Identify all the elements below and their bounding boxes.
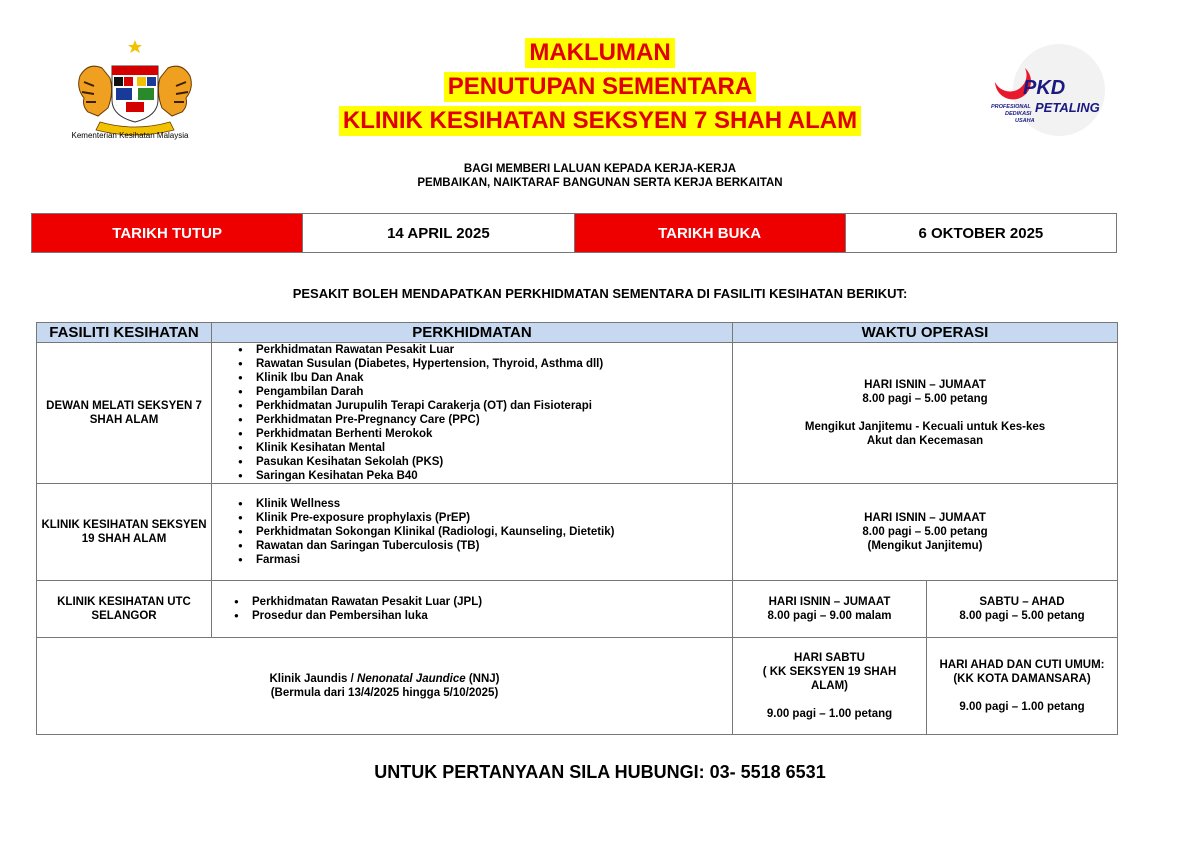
subtitle-line-2: PEMBAIKAN, NAIKTARAF BANGUNAN SERTA KERJA BERKAITAN [417,177,783,189]
header-hours: WAKTU OPERASI [733,323,1118,343]
hours-days: HARI ISNIN – JUMAAT [768,596,891,608]
dates-bar [31,213,1117,253]
list-item: ● Saringan Kesihatan Peka B40 [256,469,732,483]
header-services: PERKHIDMATAN [212,323,733,343]
hours-days: HARI SABTU [794,652,865,664]
hours-time: 8.00 pagi – 5.00 petang [862,526,988,538]
list-item: ● Perkhidmatan Jurupulih Terapi Carakerja (OT) dan Fisioterapi [256,399,732,413]
list-item: ● Farmasi [256,553,732,567]
weekend-hours-cell [927,581,1118,638]
svg-text:DEDIKASI: DEDIKASI [1005,111,1032,117]
svg-text:USAHA: USAHA [1015,118,1035,124]
svg-text:PETALING: PETALING [1035,100,1100,115]
list-item: ● Pasukan Kesihatan Sekolah (PKS) [256,455,732,469]
list-item: ● Klinik Wellness [256,497,732,511]
hours-location: ( KK SEKSYEN 19 SHAH [762,666,897,678]
pkd-petaling-logo [985,38,1125,138]
open-date-label: TARIKH BUKA [575,214,846,252]
hours-note: (Mengikut Janjitemu) [867,540,983,552]
list-item: ● Prosedur dan Pembersihan luka [252,609,732,623]
hours-time: 8.00 pagi – 9.00 malam [767,610,892,622]
sunday-holiday-hours-cell [927,638,1118,735]
facilities-table [36,322,1118,735]
svg-text:PKD: PKD [1023,77,1066,99]
weekday-hours-cell [733,581,927,638]
list-item: ● Pengambilan Darah [256,385,732,399]
facility-name: KLINIK KESIHATAN UTC SELANGOR [37,581,212,638]
table-row [37,581,1118,638]
list-item: ● Perkhidmatan Sokongan Klinikal (Radiologi, Kaunseling, Dietetik) [256,525,732,539]
list-item: ● Rawatan Susulan (Diabetes, Hypertension, Thyroid, Asthma dll) [256,357,732,371]
operating-hours-cell [733,343,1118,484]
services-list [212,497,732,567]
table-row [37,343,1118,484]
hours-location: (KK KOTA DAMANSARA) [953,673,1091,685]
hours-time: 9.00 pagi – 1.00 petang [766,708,893,720]
saturday-hours-cell [733,638,927,735]
hours-time: 8.00 pagi – 5.00 petang [862,393,988,405]
table-row [37,484,1118,581]
facility-name: KLINIK KESIHATAN SEKSYEN 19 SHAH ALAM [37,484,212,581]
close-date-label: TARIKH TUTUP [32,214,303,252]
list-item: ● Klinik Kesihatan Mental [256,441,732,455]
list-item: ● Perkhidmatan Pre-Pregnancy Care (PPC) [256,413,732,427]
hours-note: Mengikut Janjitemu - Kecuali untuk Kes-kes [804,421,1046,433]
intro-text: PESAKIT BOLEH MENDAPATKAN PERKHIDMATAN SEMENTARA DI FASILITI KESIHATAN BERIKUT: [292,286,908,301]
hours-days: SABTU – AHAD [979,596,1065,608]
services-list [212,343,732,483]
hours-note: Akut dan Kecemasan [866,435,984,447]
hours-days: HARI ISNIN – JUMAAT [864,379,986,391]
services-list-cell [212,343,733,484]
facility-name: DEWAN MELATI SEKSYEN 7 SHAH ALAM [37,343,212,484]
operating-hours-cell [733,484,1118,581]
open-date-value: 6 OKTOBER 2025 [918,224,1044,242]
nnj-clinic-cell [37,638,733,735]
hours-time: 9.00 pagi – 1.00 petang [959,701,1085,713]
header-facility: FASILITI KESIHATAN [37,323,212,343]
services-list-cell [212,484,733,581]
hours-days: HARI AHAD DAN CUTI UMUM: [939,659,1105,671]
title-makluman: MAKLUMAN [525,38,674,68]
ministry-caption: Kementerian Kesihatan Malaysia [71,131,189,140]
nnj-title: Klinik Jaundis / Nenonatal Jaundice (NNJ) [269,673,500,685]
list-item: ● Klinik Pre-exposure prophylaxis (PrEP) [256,511,732,525]
table-row [37,638,1118,735]
table-header-row [37,323,1118,343]
list-item: ● Perkhidmatan Rawatan Pesakit Luar [256,343,732,357]
list-item: ● Rawatan dan Saringan Tuberculosis (TB) [256,539,732,553]
list-item: ● Perkhidmatan Berhenti Merokok [256,427,732,441]
title-klinik: KLINIK KESIHATAN SEKSYEN 7 SHAH ALAM [339,106,861,136]
hours-days: HARI ISNIN – JUMAAT [864,512,986,524]
services-list-cell [212,581,733,638]
close-date-value: 14 APRIL 2025 [303,214,574,252]
svg-text:PROFESIONAL: PROFESIONAL [991,104,1031,110]
contact-footer: UNTUK PERTANYAAN SILA HUBUNGI: 03- 5518 6531 [374,762,826,782]
list-item: ● Klinik Ibu Dan Anak [256,371,732,385]
hours-location: ALAM) [810,680,849,692]
hours-time: 8.00 pagi – 5.00 petang [959,610,1085,622]
title-penutupan: PENUTUPAN SEMENTARA [444,72,756,102]
services-list [212,595,732,623]
subtitle-line-1: BAGI MEMBERI LALUAN KEPADA KERJA-KERJA [463,163,737,175]
list-item: ● Perkhidmatan Rawatan Pesakit Luar (JPL) [252,595,732,609]
nnj-period: (Bermula dari 13/4/2025 hingga 5/10/2025) [270,687,499,699]
